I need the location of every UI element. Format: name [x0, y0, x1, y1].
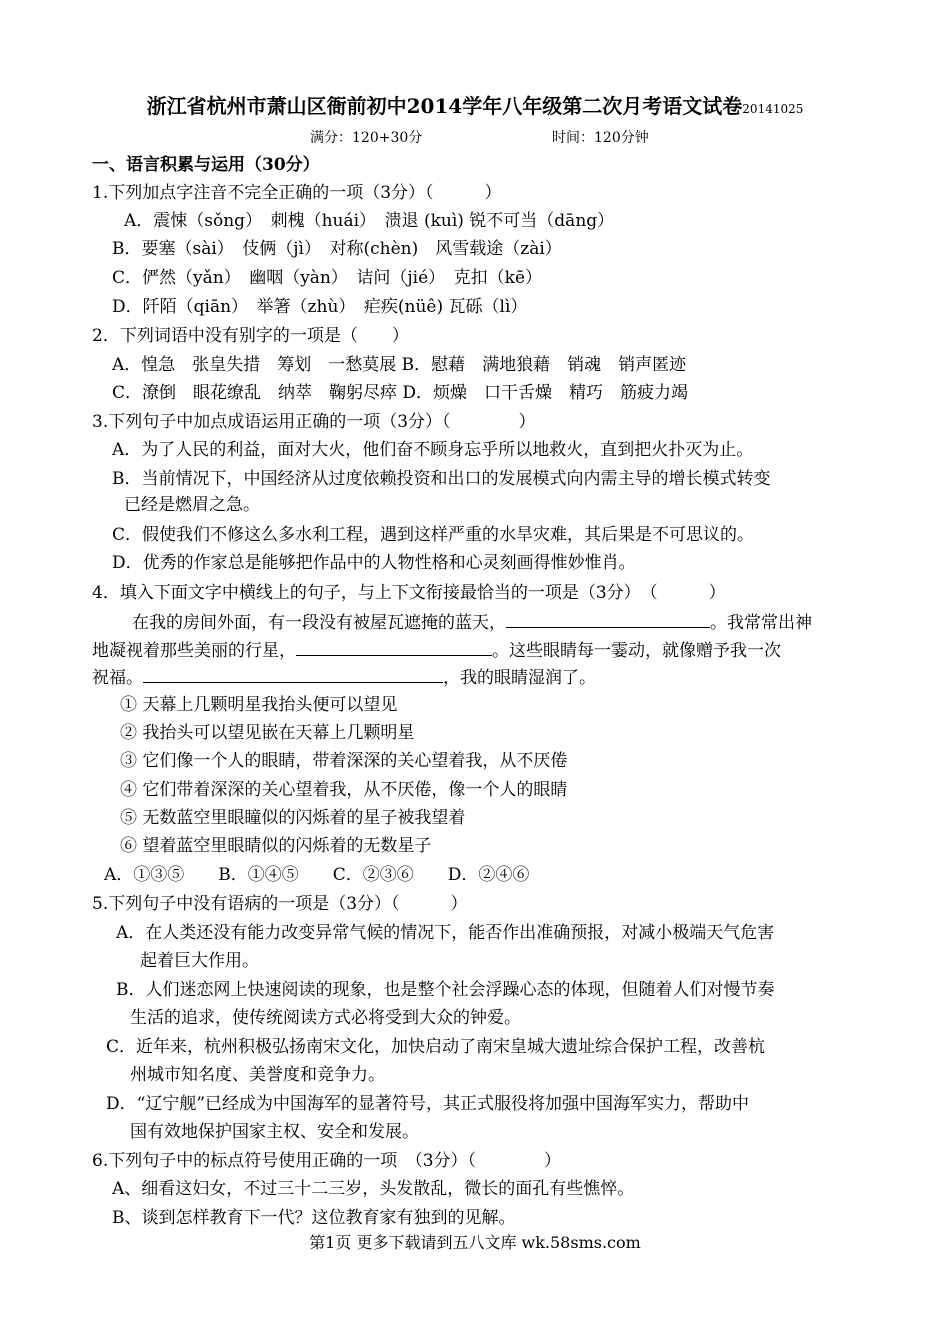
q5-option-d-line2: 国有效地保护国家主权、安全和发展。	[130, 1122, 419, 1142]
q5-option-b-line2: 生活的追求，使传统阅读方式必将受到大众的钟爱。	[130, 1008, 521, 1028]
q3-option-c: C．假使我们不修这么多水利工程，遇到这样严重的水旱灾难，其后果是不可思议的。	[112, 525, 755, 545]
q4-stem: 4．填入下面文字中横线上的句子，与上下文衔接最恰当的一项是（3分） （ ）	[92, 583, 726, 603]
q3-option-b-line1: B．当前情况下，中国经济从过度依赖投资和出口的发展模式向内需主导的增长模式转变	[112, 469, 771, 489]
q5-stem: 5.下列句子中没有语病的一项是（3分）（ ）	[92, 894, 468, 914]
q3-option-d: D．优秀的作家总是能够把作品中的人物性格和心灵刻画得惟妙惟肖。	[112, 553, 636, 573]
q4-passage-2b: 。这些眼睛每一霎动，就像赠予我一次	[492, 641, 781, 661]
q5-option-d-line1: D．“辽宁舰”已经成为中国海军的显著符号，其正式服役将加强中国海军实力，帮助中	[106, 1094, 750, 1114]
q6-stem: 6.下列句子中的标点符号使用正确的一项 （3分）（ ）	[92, 1151, 562, 1171]
q2-options-ab: A．惶急 张皇失措 筹划 一愁莫展 B．慰藉 满地狼藉 销魂 销声匿迹	[112, 355, 687, 375]
q4-passage-3a: 祝福。	[92, 668, 143, 688]
q4-choices: A．①③⑤ B．①④⑤ C．②③⑥ D．②④⑥	[104, 865, 530, 885]
q5-option-c-line2: 州城市知名度、美誉度和竞争力。	[130, 1065, 385, 1085]
q5-option-b-line1: B．人们迷恋网上快速阅读的现象，也是整个社会浮躁心态的体现，但随着人们对慢节奏	[116, 980, 775, 1000]
q4-item: ① 天幕上几颗明星我抬头便可以望见	[120, 695, 398, 715]
q1-option-d: D．阡陌（qiān） 举箸（zhù） 疟疾(nüê) 瓦砾（lì）	[112, 297, 528, 317]
blank-2	[296, 639, 492, 656]
q4-passage-line2	[92, 639, 781, 662]
q5-option-a-line2: 起着巨大作用。	[140, 951, 259, 971]
q2-options-cd: C．潦倒 眼花缭乱 纳萃 鞠躬尽瘁 D．烦燥 口干舌燥 精巧 筋疲力竭	[112, 383, 689, 403]
q1-stem: 1.下列加点字注音不完全正确的一项（3分）（ ）	[92, 183, 502, 203]
blank-3	[143, 666, 443, 683]
exam-time: 时间：120分钟	[552, 130, 649, 146]
q4-passage-2a: 地凝视着那些美丽的行星，	[92, 641, 296, 661]
q5-option-c-line1: C．近年来，杭州积极弘扬南宋文化，加快启动了南宋皇城大遗址综合保护工程，改善杭	[106, 1037, 766, 1057]
q4-item: ⑤ 无数蓝空里眼瞳似的闪烁着的星子被我望着	[120, 808, 466, 828]
page-footer: 第1页 更多下载请到五八文库 wk.58sms.com	[309, 1233, 641, 1252]
blank-1	[506, 611, 710, 628]
q6-option-b: B、谈到怎样教育下一代？这位教育家有独到的见解。	[112, 1208, 516, 1228]
q4-item: ⑥ 望着蓝空里眼睛似的闪烁着的无数星子	[120, 836, 432, 856]
section-heading: 一、语言积累与运用（30分）	[92, 155, 320, 175]
q4-passage-1b: 。我常常出神	[710, 613, 812, 633]
title-date: 20141025	[742, 102, 804, 116]
q4-item: ④ 它们带着深深的关心望着我，从不厌倦，像一个人的眼睛	[120, 780, 568, 800]
q4-item: ② 我抬头可以望见嵌在天幕上几颗明星	[120, 723, 415, 743]
q1-option-a: A．震悚（sǒng） 刺槐（huái） 溃退 (kuì) 锐不可当（dāng）	[124, 211, 615, 231]
q4-passage-3b: ，我的眼睛湿润了。	[443, 668, 596, 688]
q1-option-c: C．俨然（yǎn） 幽咽（yàn） 诘问（jié） 克扣（kē）	[112, 268, 543, 288]
title-text: 浙江省杭州市萧山区衙前初中2014学年八年级第二次月考语文试卷	[146, 94, 743, 118]
exam-title	[0, 92, 950, 123]
q6-option-a: A、细看这妇女，不过三十二三岁，头发散乱，微长的面孔有些憔悴。	[112, 1179, 635, 1199]
q2-stem: 2．下列词语中没有别字的一项是（ ）	[92, 326, 409, 346]
q5-option-a-line1: A．在人类还没有能力改变异常气候的情况下，能否作出准确预报，对减小极端天气危害	[116, 923, 775, 943]
q4-item: ③ 它们像一个人的眼睛，带着深深的关心望着我，从不厌倦	[120, 751, 568, 771]
q3-stem: 3.下列句子中加点成语运用正确的一项（3分）（ ）	[92, 412, 536, 432]
q4-passage-line3	[92, 666, 596, 689]
q1-option-b: B．要塞（sài） 伎俩（jì） 对称(chèn) 风雪载途（zài）	[112, 239, 562, 259]
q4-passage-line1	[132, 611, 812, 634]
full-score: 满分：120+30分	[310, 130, 423, 146]
q3-option-a: A．为了人民的利益，面对大火，他们奋不顾身忘乎所以地救火，直到把火扑灭为止。	[112, 440, 754, 460]
q4-passage-1a: 在我的房间外面，有一段没有被屋瓦遮掩的蓝天，	[132, 613, 506, 633]
q3-option-b-line2: 已经是燃眉之急。	[124, 495, 260, 515]
